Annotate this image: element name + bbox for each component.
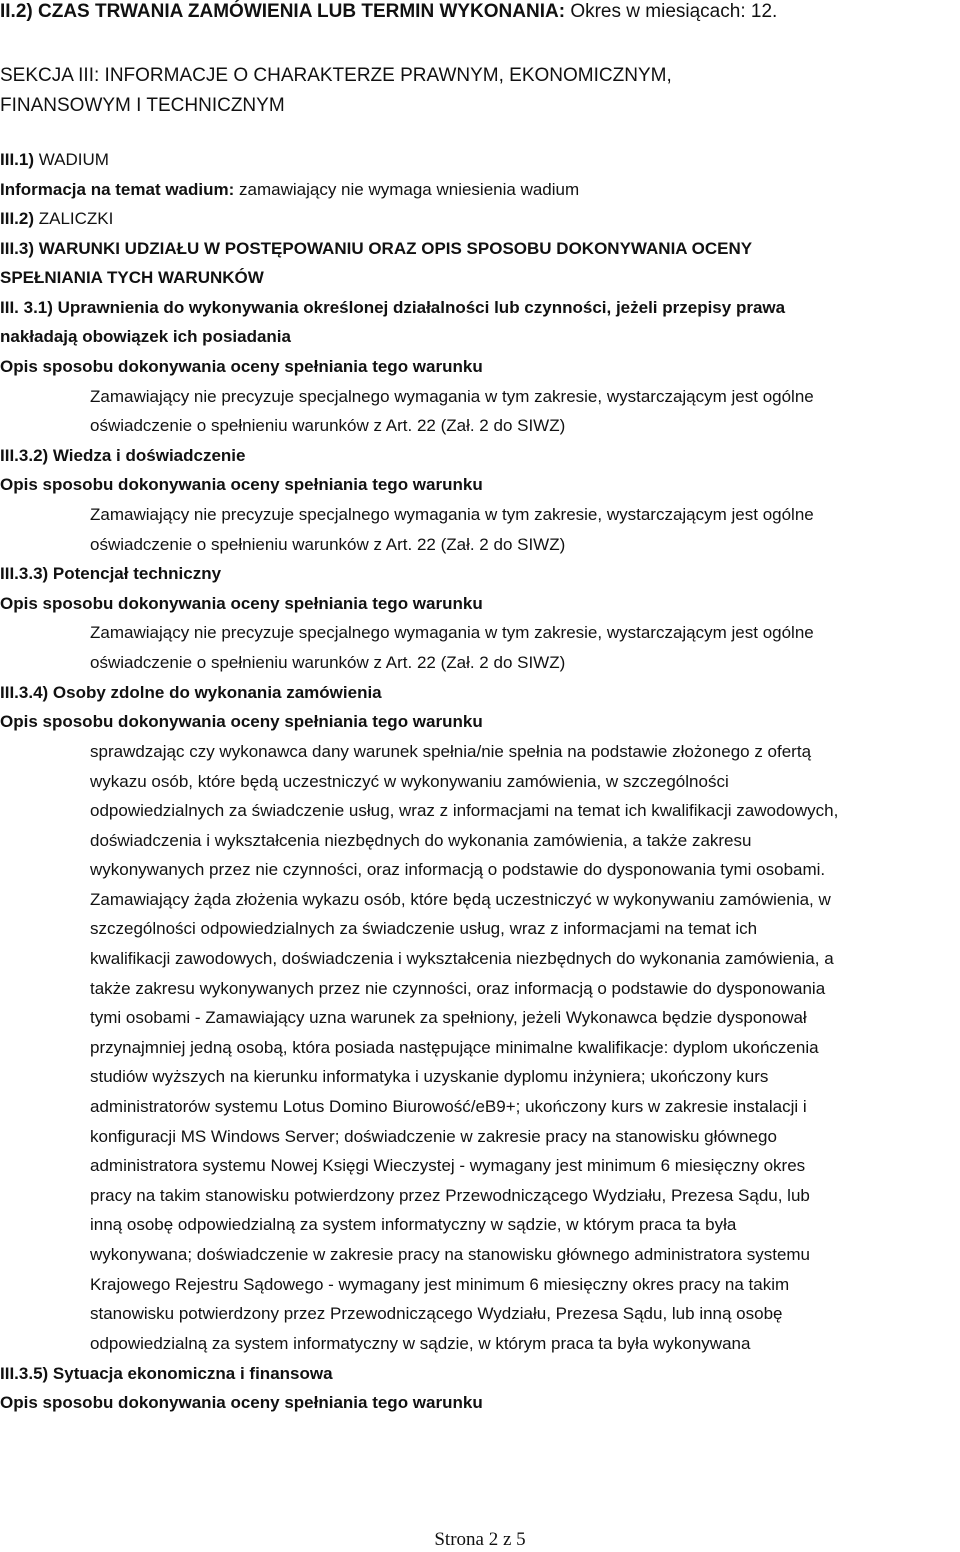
c2-text-line1: Zamawiający nie precyzuje specjalnego wymagania w tym zakresie, wystarczającym jest ogólne <box>90 505 814 524</box>
wadium-heading-number: III.1) <box>0 150 39 169</box>
c4-text-line: pracy na takim stanowisku potwierdzony przez Przewodniczącego Wydziału, Prezesa Sądu, lub <box>90 1186 810 1205</box>
c4-text-line: przynajmniej jedną osobą, która posiada następujące minimalne kwalifikacje: dyplom ukończenia <box>90 1038 819 1057</box>
c2-text-line2: oświadczenie o spełnieniu warunków z Art. 22 (Zał. 2 do SIWZ) <box>90 535 566 554</box>
c4-text-line: wykonywanych przez nie czynności, oraz informacją o podstawie do dysponowania tymi osobami. <box>90 860 826 879</box>
wadium-info <box>0 180 579 200</box>
duration-line <box>0 2 777 22</box>
wadium-heading <box>0 150 109 170</box>
duration-label: II.2) CZAS TRWANIA ZAMÓWIENIA LUB TERMIN WYKONANIA: <box>0 1 566 22</box>
c4-text-line: kwalifikacji zawodowych, doświadczenia i wykształcenia niezbędnych do wykonania zamówienia, a <box>90 949 834 968</box>
c4-text-line: także zakresu wykonywanych przez nie czynności, oraz informacją o podstawie do dysponowania <box>90 979 826 998</box>
c3-opis-label: Opis sposobu dokonywania oceny spełniania tego warunku <box>0 594 483 613</box>
c4-text-line: sprawdzając czy wykonawca dany warunek spełnia/nie spełnia na podstawie złożonego z ofertą <box>90 742 812 761</box>
c4-text-line: tymi osobami - Zamawiający uzna warunek za spełniony, jeżeli Wykonawca będzie dysponował <box>90 1008 807 1027</box>
c4-opis-label: Opis sposobu dokonywania oceny spełniania tego warunku <box>0 712 483 731</box>
warunki-heading-line1: III.3) WARUNKI UDZIAŁU W POSTĘPOWANIU ORAZ OPIS SPOSOBU DOKONYWANIA OCENY <box>0 239 753 258</box>
c4-text-line: studiów wyższych na kierunku informatyka i uzyskanie dyplomu inżyniera; ukończony kurs <box>90 1067 769 1086</box>
c4-text-line: odpowiedzialną za system informatyczny w sądzie, w którym praca ta była wykonywana <box>90 1334 751 1353</box>
zaliczki-heading <box>0 209 113 229</box>
c4-text-line: administratora systemu Nowej Księgi Wieczystej - wymagany jest minimum 6 miesięczny okres <box>90 1156 806 1175</box>
c2-heading: III.3.2) Wiedza i doświadczenie <box>0 446 246 465</box>
c1-opis-label: Opis sposobu dokonywania oceny spełniania tego warunku <box>0 357 483 376</box>
c3-text-line1: Zamawiający nie precyzuje specjalnego wymagania w tym zakresie, wystarczającym jest ogólne <box>90 623 814 642</box>
wadium-heading-text: WADIUM <box>38 150 109 169</box>
c4-text-line: Krajowego Rejestru Sądowego - wymagany jest minimum 6 miesięczny okres pracy na takim <box>90 1275 790 1294</box>
c4-heading: III.3.4) Osoby zdolne do wykonania zamówienia <box>0 683 382 702</box>
zaliczki-heading-text: ZALICZKI <box>38 209 114 228</box>
zaliczki-heading-number: III.2) <box>0 209 39 228</box>
c4-text-line: doświadczenia i wykształcenia niezbędnych do wykonania zamówienia, a także zakresu <box>90 831 752 850</box>
c4-text-line: administratorów systemu Lotus Domino Biurowość/eB9+; ukończony kurs w zakresie instalacji i <box>90 1097 807 1116</box>
c4-text-line: szczególności odpowiedzialnych za świadczenie usług, wraz z informacjami na temat ich <box>90 919 758 938</box>
warunki-heading-line2: SPEŁNIANIA TYCH WARUNKÓW <box>0 268 264 287</box>
c3-heading: III.3.3) Potencjał techniczny <box>0 564 222 583</box>
c1-heading-line1: III. 3.1) Uprawnienia do wykonywania określonej działalności lub czynności, jeżeli przepisy prawa <box>0 298 786 317</box>
c3-text-line2: oświadczenie o spełnieniu warunków z Art. 22 (Zał. 2 do SIWZ) <box>90 653 566 672</box>
c1-text-line1: Zamawiający nie precyzuje specjalnego wymagania w tym zakresie, wystarczającym jest ogólne <box>90 387 814 406</box>
c4-text-line: stanowisku potwierdzony przez Przewodniczącego Wydziału, Prezesa Sądu, lub inną osobę <box>90 1304 783 1323</box>
section3-title-line2: FINANSOWYM I TECHNICZNYM <box>0 95 285 116</box>
c4-text-line: wykazu osób, które będą uczestniczyć w wykonywaniu zamówienia, w szczególności <box>90 772 729 791</box>
c4-text-line: konfiguracji MS Windows Server; doświadczenie w zakresie pracy na stanowisku głównego <box>90 1127 777 1146</box>
c5-heading: III.3.5) Sytuacja ekonomiczna i finansowa <box>0 1364 333 1383</box>
c1-text-line2: oświadczenie o spełnieniu warunków z Art. 22 (Zał. 2 do SIWZ) <box>90 416 566 435</box>
wadium-info-value: zamawiający nie wymaga wniesienia wadium <box>234 180 580 199</box>
c5-opis-label: Opis sposobu dokonywania oceny spełniania tego warunku <box>0 1393 483 1412</box>
duration-value: Okres w miesiącach: 12. <box>565 1 778 22</box>
page-number-footer: Strona 2 z 5 <box>434 1529 526 1550</box>
c4-text-line: Zamawiający żąda złożenia wykazu osób, które będą uczestniczyć w wykonywaniu zamówienia, w <box>90 890 831 909</box>
section3-title-line1: SEKCJA III: INFORMACJE O CHARAKTERZE PRAWNYM, EKONOMICZNYM, <box>0 65 672 86</box>
c4-text-line: inną osobę odpowiedzialną za system informatyczny w sądzie, w którym praca ta była <box>90 1215 737 1234</box>
c4-text-line: odpowiedzialnych za świadczenie usług, wraz z informacjami na temat ich kwalifikacji zawodowych, <box>90 801 839 820</box>
c2-opis-label: Opis sposobu dokonywania oceny spełniania tego warunku <box>0 475 483 494</box>
c1-heading-line2: nakładają obowiązek ich posiadania <box>0 327 291 346</box>
c4-text-line: wykonywana; doświadczenie w zakresie pracy na stanowisku głównego administratora systemu <box>90 1245 811 1264</box>
wadium-info-label: Informacja na temat wadium: <box>0 180 235 199</box>
